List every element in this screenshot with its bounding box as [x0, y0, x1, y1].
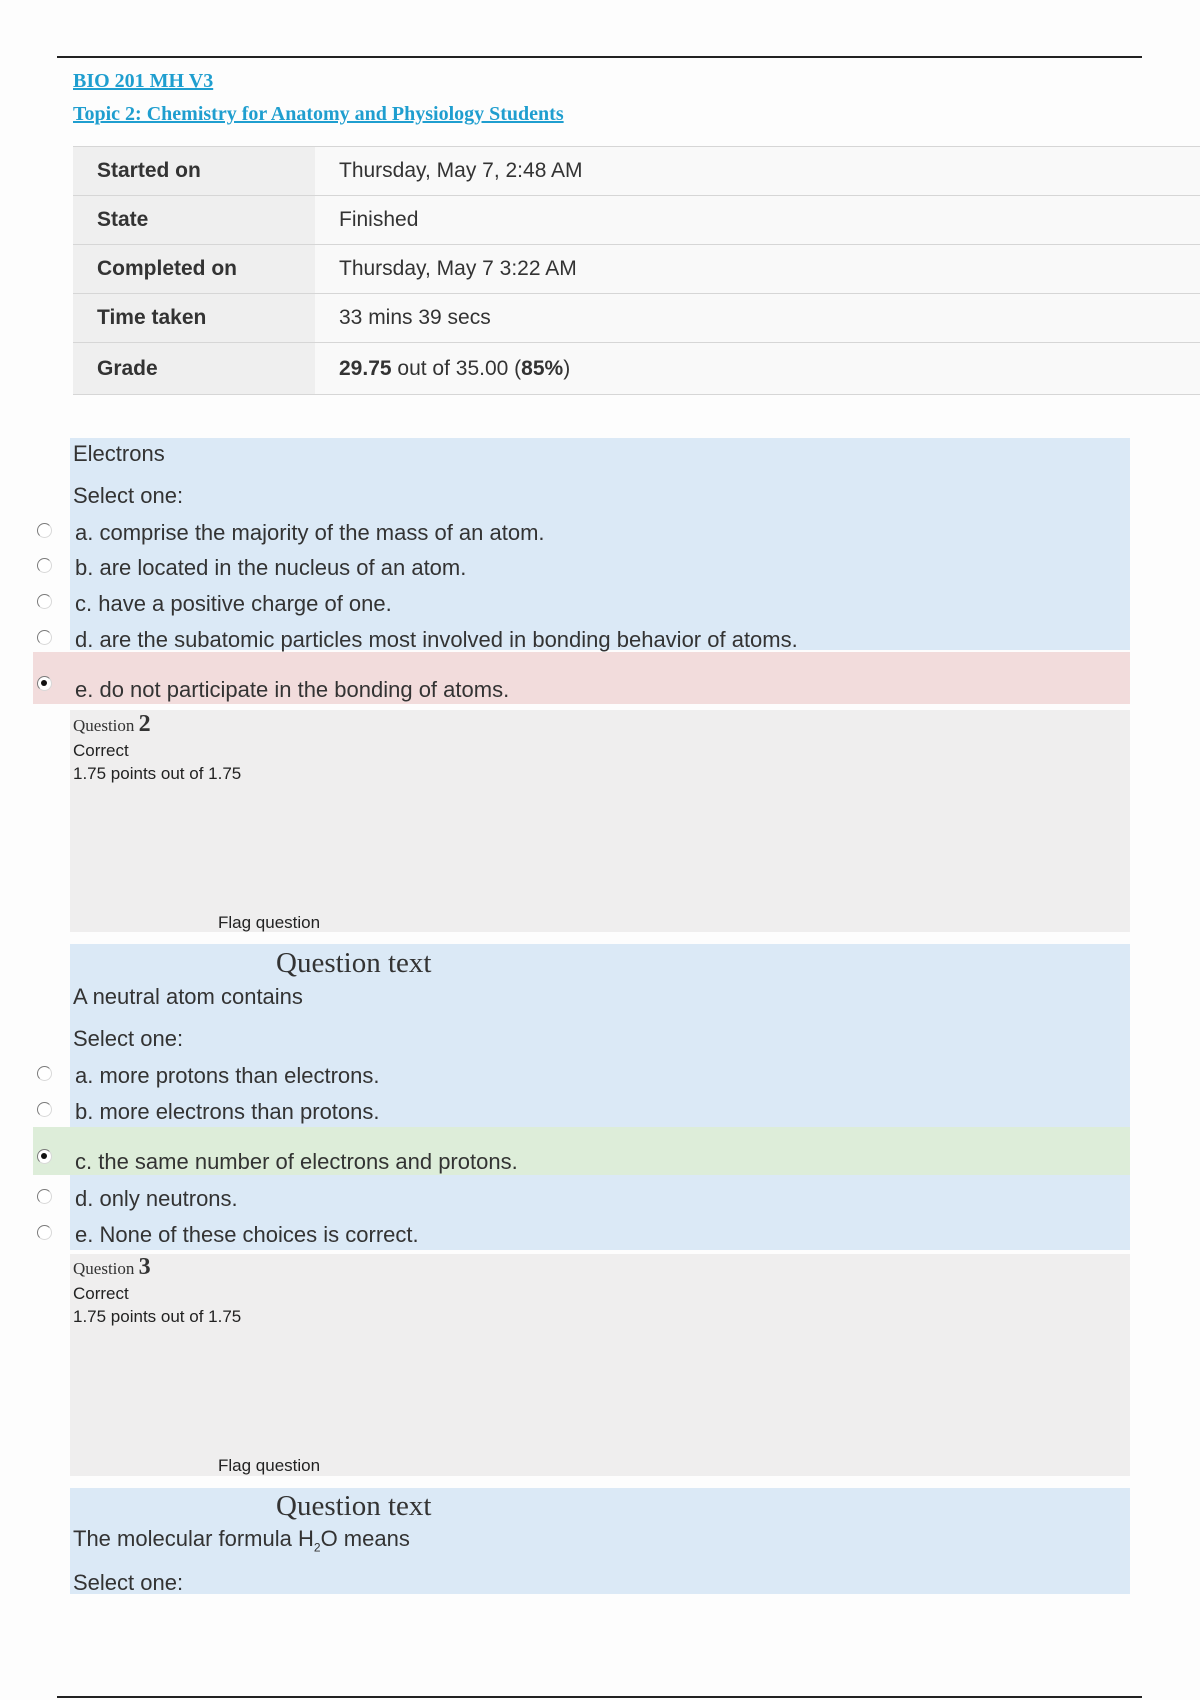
question-number: 3 [138, 1254, 151, 1280]
bottom-rule [57, 1696, 1142, 1698]
summary-row-state [73, 196, 1200, 245]
option-label: d. only neutrons. [75, 1186, 238, 1211]
question-text-heading: Question text [276, 1490, 432, 1522]
formula-pre: The molecular formula H [73, 1526, 314, 1551]
summary-value: Thursday, May 7 3:22 AM [315, 245, 1200, 294]
radio-button[interactable] [37, 523, 52, 538]
radio-button[interactable] [37, 630, 52, 645]
question-2-number [73, 711, 151, 738]
question-2-status: Correct [73, 741, 129, 760]
summary-row-time [73, 294, 1200, 343]
question-1-text: Electrons [73, 441, 165, 466]
option-label: a. comprise the majority of the mass of an atom. [75, 520, 545, 545]
formula-subscript: 2 [313, 1540, 321, 1555]
radio-button-selected[interactable] [37, 676, 52, 691]
question-2-points: 1.75 points out of 1.75 [73, 764, 242, 783]
summary-label: Started on [73, 147, 315, 196]
radio-button[interactable] [37, 1066, 52, 1081]
grade-value [315, 343, 1200, 395]
question-1-option-b[interactable] [33, 550, 1130, 586]
summary-value: Thursday, May 7, 2:48 AM [315, 147, 1200, 196]
question-word: Question [73, 716, 135, 735]
question-1-option-a[interactable] [33, 515, 1130, 551]
radio-button[interactable] [37, 558, 52, 573]
question-2-text: A neutral atom contains [73, 984, 303, 1009]
grade-score: 29.75 [339, 356, 392, 380]
summary-label: Grade [73, 343, 315, 395]
question-1-option-c[interactable] [33, 586, 1130, 622]
question-2-option-d[interactable] [33, 1181, 1130, 1217]
grade-percent: 85% [521, 356, 564, 380]
question-number: 2 [138, 711, 151, 737]
summary-row-completed [73, 245, 1200, 294]
radio-button-selected[interactable] [37, 1149, 52, 1164]
summary-label: Time taken [73, 294, 315, 343]
question-text-heading: Question text [276, 947, 432, 979]
radio-button[interactable] [37, 594, 52, 609]
grade-mid: out of 35.00 ( [391, 356, 522, 380]
summary-value: 33 mins 39 secs [315, 294, 1200, 343]
radio-button[interactable] [37, 1102, 52, 1117]
radio-button[interactable] [37, 1225, 52, 1240]
question-2-info [70, 710, 1130, 932]
question-3-info [70, 1254, 1130, 1476]
topic-link[interactable]: Topic 2: Chemistry for Anatomy and Physiology Students [73, 103, 564, 125]
option-label: b. more electrons than protons. [75, 1099, 380, 1124]
select-one-label: Select one: [73, 1570, 184, 1595]
question-1-option-e[interactable] [33, 652, 1130, 704]
radio-button[interactable] [37, 1189, 52, 1204]
formula-post: O means [320, 1526, 410, 1551]
question-2-option-e[interactable] [33, 1217, 1130, 1253]
question-2-option-a[interactable] [33, 1058, 1130, 1094]
select-one-label: Select one: [73, 483, 184, 508]
option-label: c. the same number of electrons and protons. [75, 1149, 518, 1174]
attempt-summary-table [73, 146, 1200, 395]
option-label: b. are located in the nucleus of an atom. [75, 555, 467, 580]
summary-value: Finished [315, 196, 1200, 245]
top-rule [57, 56, 1142, 58]
option-label: e. None of these choices is correct. [75, 1222, 419, 1247]
question-3-text [73, 1526, 410, 1554]
option-label: a. more protons than electrons. [75, 1063, 380, 1088]
flag-question-link[interactable]: Flag question [218, 913, 321, 932]
question-2-option-b[interactable] [33, 1094, 1130, 1130]
option-label: c. have a positive charge of one. [75, 591, 392, 616]
select-one-label: Select one: [73, 1026, 184, 1051]
option-label: d. are the subatomic particles most involved in bonding behavior of atoms. [75, 627, 798, 652]
summary-row-grade [73, 343, 1200, 395]
question-2-option-c[interactable] [33, 1127, 1130, 1175]
summary-label: Completed on [73, 245, 315, 294]
question-3-status: Correct [73, 1284, 129, 1303]
summary-row-started [73, 147, 1200, 196]
grade-end: ) [563, 356, 571, 380]
course-link[interactable]: BIO 201 MH V3 [73, 70, 214, 92]
flag-question-link[interactable]: Flag question [218, 1456, 321, 1475]
summary-label: State [73, 196, 315, 245]
option-label: e. do not participate in the bonding of atoms. [75, 677, 510, 702]
question-3-number [73, 1254, 151, 1281]
question-word: Question [73, 1259, 135, 1278]
question-3-points: 1.75 points out of 1.75 [73, 1307, 242, 1326]
